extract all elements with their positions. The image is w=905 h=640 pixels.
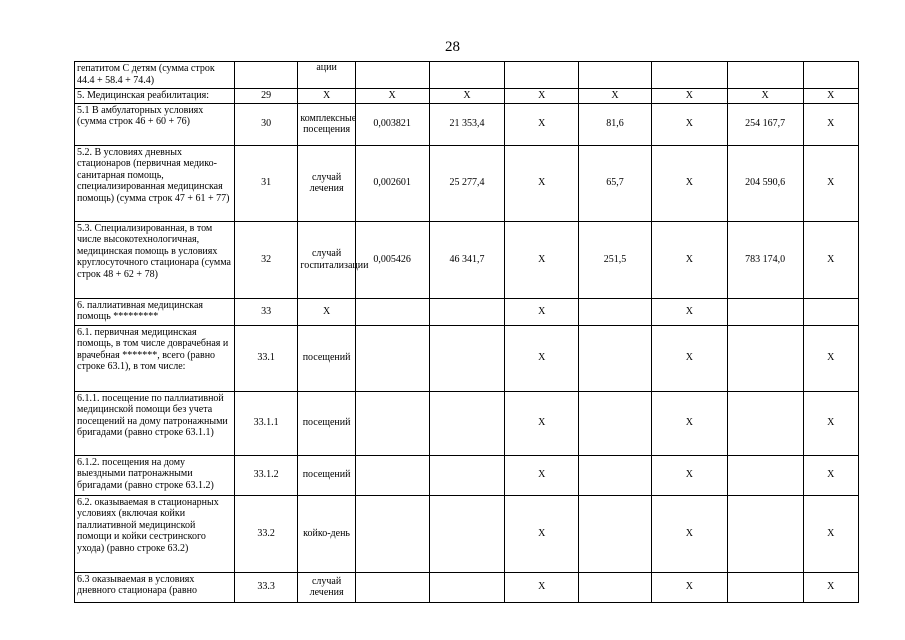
cell-c5: 21 353,4 [429,103,505,145]
cell-code: 33.1.2 [234,455,298,495]
cell-c7 [579,455,652,495]
cell-c6: Х [505,103,579,145]
cell-code: 33.3 [234,572,298,602]
cell-c6: Х [505,298,579,325]
table-body [75,62,859,603]
cell-name: 6. паллиативная медицинская помощь ********* [75,298,235,325]
cell-c7 [579,572,652,602]
page-number: 28 [445,39,460,55]
cell-c4 [355,495,429,572]
table-row [75,325,859,391]
cell-c8 [651,62,727,89]
cell-c8: Х [651,495,727,572]
cell-c6: Х [505,145,579,221]
table-row [75,455,859,495]
cell-unit: ации [298,62,355,89]
cell-c4: Х [355,89,429,104]
table-row [75,103,859,145]
cell-c10: Х [803,572,858,602]
cell-c7: 251,5 [579,221,652,298]
cell-unit: случай лечения [298,572,355,602]
cell-c5: 25 277,4 [429,145,505,221]
cell-c10 [803,62,858,89]
cell-unit: случай лечения [298,145,355,221]
cell-c9: 204 590,6 [727,145,803,221]
cell-c6: Х [505,455,579,495]
cell-c8: Х [651,89,727,104]
cell-c9 [727,572,803,602]
cell-unit: Х [298,298,355,325]
cell-c9 [727,391,803,455]
cell-name: 6.1.1. посещение по паллиативной медицинской помощи без учета посещений на дому патронажными бригадами (равно строке 63.1.1) [75,391,235,455]
cell-c10: Х [803,89,858,104]
cell-c5 [429,62,505,89]
cell-c5 [429,391,505,455]
cell-code: 31 [234,145,298,221]
cell-c8: Х [651,298,727,325]
cell-c4 [355,455,429,495]
cell-c4 [355,391,429,455]
cell-c10: Х [803,455,858,495]
cell-name: 6.1.2. посещения на дому выездными патронажными бригадами (равно строке 63.1.2) [75,455,235,495]
cell-c6: Х [505,495,579,572]
cell-c5 [429,298,505,325]
cell-name: гепатитом С детям (сумма строк 44.4 + 58.4 + 74.4) [75,62,235,89]
cell-c5 [429,325,505,391]
cell-name: 5. Медицинская реабилитация: [75,89,235,104]
cell-name: 5.3. Специализированная, в том числе высокотехнологичная, медицинская помощь в условиях круглосуточного стационара (сумма строк 48 + 62 + 78) [75,221,235,298]
cell-c9: 783 174,0 [727,221,803,298]
cell-c8: Х [651,221,727,298]
cell-c4: 0,003821 [355,103,429,145]
cell-c10: Х [803,325,858,391]
cell-unit: посещений [298,391,355,455]
cell-code: 33.1.1 [234,391,298,455]
cell-unit: комплексные посещения [298,103,355,145]
cell-code: 30 [234,103,298,145]
cell-code: 33.2 [234,495,298,572]
cell-code: 29 [234,89,298,104]
cell-name: 6.1. первичная медицинская помощь, в том числе доврачебная и врачебная *******, всего (равно строке 63.1), в том числе: [75,325,235,391]
cell-c10: Х [803,221,858,298]
table-row [75,298,859,325]
cell-c8: Х [651,572,727,602]
cell-c10: Х [803,495,858,572]
cell-c9: 254 167,7 [727,103,803,145]
cell-c4: 0,002601 [355,145,429,221]
cell-c6 [505,62,579,89]
cell-code: 32 [234,221,298,298]
cell-c8: Х [651,391,727,455]
cell-c5: 46 341,7 [429,221,505,298]
cell-c7 [579,495,652,572]
cell-c7 [579,325,652,391]
cell-c9 [727,298,803,325]
cell-c8: Х [651,325,727,391]
cell-c7 [579,62,652,89]
cell-name: 6.3 оказываемая в условиях дневного стационара (равно [75,572,235,602]
cell-c5 [429,455,505,495]
cell-c9 [727,455,803,495]
cell-name: 5.2. В условиях дневных стационаров (первичная медико-санитарная помощь, специализированная медицинская помощь) (сумма строк 47 + 61 + 77) [75,145,235,221]
cell-code [234,62,298,89]
cell-c7: 81,6 [579,103,652,145]
cell-c6: Х [505,391,579,455]
cell-name: 5.1 В амбулаторных условиях (сумма строк 46 + 60 + 76) [75,103,235,145]
table-row [75,145,859,221]
cell-c7: 65,7 [579,145,652,221]
cell-c8: Х [651,103,727,145]
cell-unit: койко-день [298,495,355,572]
cell-code: 33 [234,298,298,325]
cell-c4 [355,325,429,391]
cell-c7 [579,298,652,325]
cell-c9: Х [727,89,803,104]
table-row [75,572,859,602]
cell-c5: Х [429,89,505,104]
cell-c5 [429,572,505,602]
cell-c5 [429,495,505,572]
table-row [75,62,859,89]
table-row [75,391,859,455]
cell-c10: Х [803,391,858,455]
cell-c6: Х [505,221,579,298]
cell-name: 6.2. оказываемая в стационарных условиях (включая койки паллиативной медицинской помощи и койки сестринского ухода) (равно строке 63.2) [75,495,235,572]
table-row [75,221,859,298]
cell-c6: Х [505,325,579,391]
cell-c8: Х [651,145,727,221]
cell-c4 [355,298,429,325]
cell-c9 [727,62,803,89]
cell-c6: Х [505,89,579,104]
cell-code: 33.1 [234,325,298,391]
cell-c10: Х [803,145,858,221]
cell-unit: посещений [298,325,355,391]
table-row [75,89,859,104]
cell-c9 [727,325,803,391]
cell-c9 [727,495,803,572]
table-row [75,495,859,572]
cell-unit: посещений [298,455,355,495]
cell-unit: Х [298,89,355,104]
cell-c4 [355,572,429,602]
cell-c10 [803,298,858,325]
cell-c7 [579,391,652,455]
cell-c4: 0,005426 [355,221,429,298]
cell-c6: Х [505,572,579,602]
cell-unit: случай госпитализации [298,221,355,298]
cell-c8: Х [651,455,727,495]
financing-table [74,61,859,603]
cell-c7: Х [579,89,652,104]
cell-c10: Х [803,103,858,145]
cell-c4 [355,62,429,89]
